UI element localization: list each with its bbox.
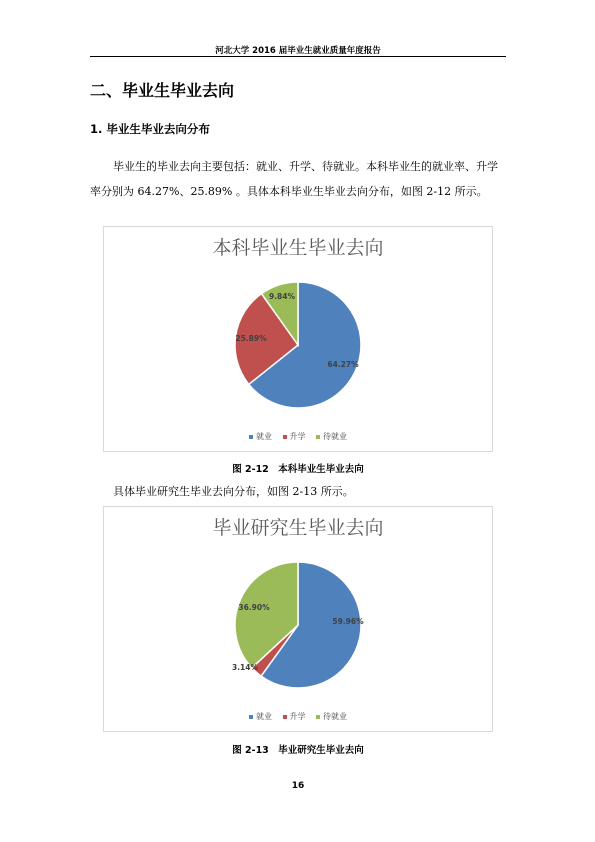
chart-title: 本科毕业生毕业去向 [212,237,384,259]
page-number: 16 [291,781,305,791]
graduate-paragraph: 具体毕业研究生毕业去向分布，如图 2-13 所示。 [113,485,354,498]
pie-chart-graduate [104,507,492,731]
legend-swatch [249,715,253,719]
legend-item [283,431,306,442]
legend-swatch [316,715,320,719]
legend-item [249,711,272,722]
legend-item [283,711,306,722]
pie-data-label: 59.96% [332,617,364,626]
header-rule [90,56,506,57]
pie-data-label: 64.27% [327,360,359,369]
chart-graduate [103,506,493,732]
running-header: 河北大学 2016 届毕业生就业质量年度报告 [215,46,381,56]
legend-swatch [316,435,320,439]
chart-legend [104,431,492,442]
legend-item [316,431,347,442]
intro-paragraph: 毕业生的毕业去向主要包括：就业、升学、待就业。本科毕业生的就业率、升学率分别为 64.27%、25.89% 。具体本科毕业生毕业去向分布，如图 2-12 所示。 [90,160,498,198]
legend-label: 升学 [289,432,306,441]
chart-undergrad [103,226,493,452]
chart-title: 毕业研究生毕业去向 [212,517,384,539]
legend-swatch [283,435,287,439]
legend-label: 升学 [289,712,306,721]
legend-swatch [283,715,287,719]
pie-data-label: 36.90% [238,603,270,612]
figure-caption: 图 2-13 毕业研究生毕业去向 [232,745,364,756]
legend-item [249,431,272,442]
legend-item [316,711,347,722]
legend-swatch [249,435,253,439]
legend-label: 就业 [255,432,272,441]
subsection-heading: 1. 毕业生毕业去向分布 [90,122,210,136]
legend-label: 待就业 [323,432,348,441]
pie-data-label: 9.84% [268,292,296,301]
legend-label: 就业 [255,712,272,721]
chart-legend [104,711,492,722]
legend-label: 待就业 [323,712,348,721]
figure-caption: 图 2-12 本科毕业生毕业去向 [232,464,364,475]
section-heading: 二、毕业生毕业去向 [90,81,235,100]
pie-data-label: 25.89% [235,334,267,343]
pie-data-label: 3.14% [231,663,259,672]
pie-chart-undergrad [104,227,492,451]
